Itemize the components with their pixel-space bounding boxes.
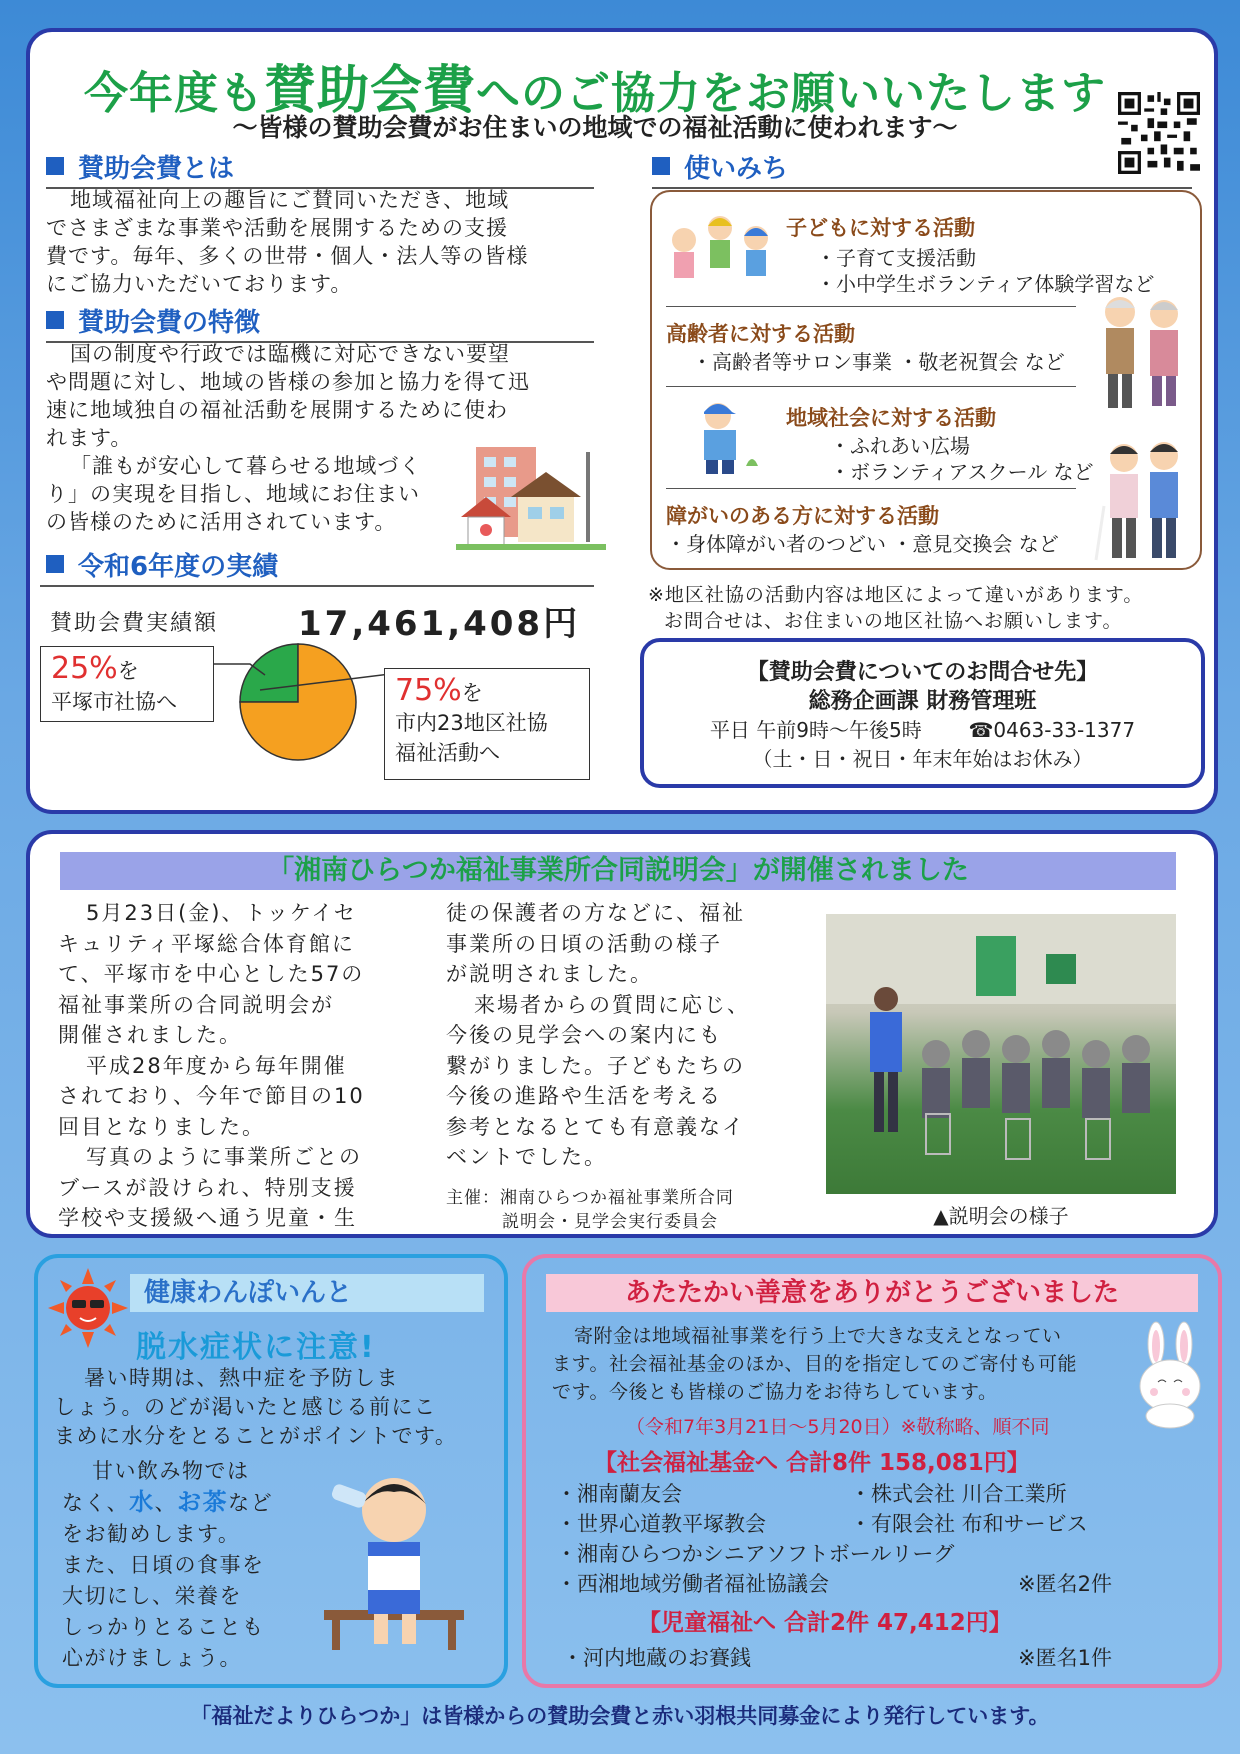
results-heading: 令和6年度の実績 <box>40 546 594 587</box>
children-heading: 子どもに対する活動 <box>786 216 975 240</box>
contact-closed: （土・日・祝日・年末年始はお休み） <box>752 747 1093 771</box>
community-item-1: ・ふれあい広場 <box>830 434 970 458</box>
event-col-1: 5月23日(金)、トッケイセ キュリティ平塚総合体育館に て、平塚市を中心とした57の 福祉事業所の合同説明会が 開催されました。 平成28年度から毎年開催 されており、今年で節目の10 回目となりました。 写真のように事業所ごとの ブースが設けられ、特別支援 学校や支援級へ通う児童・生 <box>58 901 365 1230</box>
uses-divider-2 <box>666 386 1076 387</box>
uses-divider-3 <box>666 488 1076 489</box>
event-photo <box>826 914 1176 1194</box>
donor-item: ・湘南蘭友会 <box>556 1482 682 1506</box>
amount-label: 賛助会費実績額 <box>50 611 219 636</box>
pct-districts: 75% <box>395 673 462 708</box>
pct-citywide: 25% <box>51 651 118 686</box>
thanks-title: あたたかい善意をありがとうございました <box>546 1274 1198 1312</box>
event-col-2: 徒の保護者の方などに、福祉 事業所の日頃の活動の様子 が説明されました。 来場者からの質問に応じ、 今後の見学会への案内にも 繋がりました。子どもたちの 今後の進路や生活を考える 参考となるとても有意義なイ ベントでした。 <box>446 901 750 1169</box>
uses-divider-1 <box>666 306 1076 307</box>
contact-phone[interactable]: 0463-33-1377 <box>993 718 1136 742</box>
donor-item: ・湘南ひらつかシニアソフトボールリーグ <box>556 1542 955 1566</box>
elderly-item-1: ・高齢者等サロン事業 ・敬老祝賀会 など <box>692 350 1065 374</box>
community-heading: 地域社会に対する活動 <box>786 406 996 430</box>
sun-icon <box>46 1266 130 1350</box>
children-item-1: ・子育て支援活動 <box>816 246 976 270</box>
features-heading: 賛助会費の特徴 <box>46 302 594 343</box>
contact-box <box>640 638 1205 788</box>
page-subtitle: ～皆様の賛助会費がお住まいの地域での福祉活動に使われます～ <box>232 113 958 142</box>
health-text: 暑い時期は、熱中症を予防しま しょう。のどが渇いたと感じる前にこ まめに水分をとることがポイントです。 <box>54 1366 458 1448</box>
children-illustration <box>662 206 780 296</box>
child-welfare-heading: 【児童福祉へ 合計2件 47,412円】 <box>638 1610 1012 1636</box>
fund-heading: 【社会福祉基金へ 合計8件 158,081円】 <box>594 1450 1030 1476</box>
page-title: 今年度も賛助会費へのご協力をお願いいたします <box>83 61 1106 121</box>
elderly-heading: 高齢者に対する活動 <box>666 322 855 346</box>
features-text: 国の制度や行政では臨機に対応できない要望 や問題に対し、地域の皆様の参加と協力を得て迅 速に地域独自の福祉活動を展開するために使わ れます。 「誰もが安心して暮らせる地域づく り」の実現を目指し、地域にお住まい の皆様のために活用されています。 <box>46 342 530 534</box>
drinking-boy-illustration <box>314 1458 474 1658</box>
callout-lines <box>200 650 400 730</box>
callout-citywide: 25%を 平塚市社協へ <box>40 646 214 722</box>
disabled-item-1: ・身体障がい者のつどい ・意見交換会 など <box>666 532 1059 556</box>
phone-icon: ☎ <box>968 718 994 742</box>
rabbit-illustration <box>1128 1320 1212 1430</box>
about-heading: 賛助会費とは <box>46 148 594 189</box>
volunteer-illustration <box>686 396 772 476</box>
disabled-heading: 障がいのある方に対する活動 <box>666 504 939 528</box>
thanks-text: 寄附金は地域福祉事業を行う上で大きな支えとなってい ます。社会福祉基金のほか、目的を指定してのご寄付も可能 です。今後とも皆様のご協力をお待ちしています。 <box>552 1325 1077 1403</box>
donor-item: ・河内地蔵のお賽銭 <box>562 1646 751 1670</box>
child-anonymous: ※匿名1件 <box>1018 1646 1112 1670</box>
event-organizer: 主催：湘南ひらつか福祉事業所合同 説明会・見学会実行委員会 <box>446 1188 734 1232</box>
donor-item: ・株式会社 川合工業所 <box>850 1482 1067 1506</box>
amount-value: 17,461,408円 <box>298 604 581 644</box>
contact-dept: 総務企画課 財務管理班 <box>808 689 1037 714</box>
photo-caption: ▲説明会の様子 <box>933 1204 1069 1228</box>
thanks-period: （令和7年3月21日～5月20日）※敬称略、順不同 <box>626 1416 1050 1438</box>
footer-note: 「福祉だよりひらつか」は皆様からの賛助会費と赤い羽根共同募金により発行しています。 <box>190 1704 1050 1728</box>
contact-title: 【賛助会費についてのお問合せ先】 <box>746 660 1099 685</box>
donor-item: ・世界心道教平塚教会 <box>556 1512 766 1536</box>
health-subtitle: 脱水症状に注意! <box>136 1330 376 1365</box>
contact-hours-phone: 平日 午前9時～午後5時 ☎0463-33-1377 <box>709 718 1136 742</box>
health-text-2: 甘い飲み物では なく、水、お茶など をお勧めします。 また、日頃の食事を 大切にし、栄養を しっかりとることも 心がけましょう。 <box>62 1459 274 1670</box>
children-item-2: ・小中学生ボランティア体験学習など <box>816 272 1155 296</box>
elderly-illustration <box>1090 290 1194 414</box>
health-title: 健康わんぽいんと <box>130 1274 484 1312</box>
building-illustration <box>456 442 606 552</box>
support-illustration <box>1094 436 1194 564</box>
event-title: 「湘南ひらつか福祉事業所合同説明会」が開催されました <box>60 852 1176 890</box>
fund-anonymous: ※匿名2件 <box>1018 1572 1112 1596</box>
donor-item: ・西湘地域労働者福祉協議会 <box>556 1572 829 1596</box>
uses-heading: 使いみち <box>652 148 1192 189</box>
callout-districts: 75%を 市内23地区社協 福祉活動へ <box>384 668 590 780</box>
community-item-2: ・ボランティアスクール など <box>830 460 1094 484</box>
uses-note: ※地区社協の活動内容は地区によって違いがあります。 お問合せは、お住まいの地区社協へお願いします。 <box>648 584 1144 632</box>
about-text: 地域福祉向上の趣旨にご賛同いただき、地域 でさまざまな事業や活動を展開するための支援 費です。毎年、多くの世帯・個人・法人等の皆様 にご協力いただいております。 <box>46 188 529 296</box>
donor-item: ・有限会社 布和サービス <box>850 1512 1088 1536</box>
